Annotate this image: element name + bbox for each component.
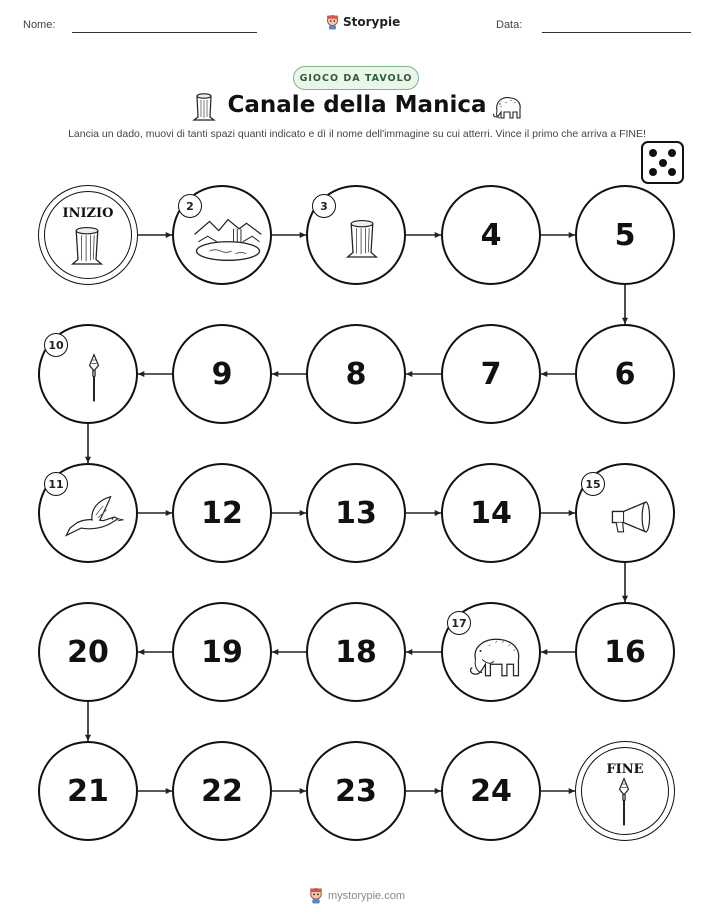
path-arrow [138, 649, 172, 655]
path-arrow [272, 232, 306, 238]
path-arrow [541, 649, 575, 655]
space-number: 9 [211, 356, 233, 392]
space-number: 16 [604, 634, 646, 670]
tree-stump-icon [344, 218, 380, 264]
path-arrow [272, 649, 306, 655]
spear-icon [85, 351, 103, 409]
seagull-icon [57, 493, 131, 545]
board-space-5 [575, 185, 675, 285]
dice-icon [641, 141, 684, 184]
path-arrow [85, 702, 91, 741]
board-space-23 [306, 741, 406, 841]
path-arrow [406, 371, 441, 377]
space-number: 12 [201, 495, 243, 531]
board-space-14 [441, 463, 541, 563]
path-arrow [541, 371, 575, 377]
path-arrow [138, 510, 172, 516]
worksheet-header [0, 0, 714, 50]
space-number-badge: 17 [447, 611, 471, 635]
board-space-24 [441, 741, 541, 841]
space-number: 23 [335, 773, 377, 809]
board-space-20 [38, 602, 138, 702]
board-space-4 [441, 185, 541, 285]
page-title: Canale della Manica [227, 92, 487, 118]
board-space-12 [172, 463, 272, 563]
board-space-21 [38, 741, 138, 841]
mammoth-icon [464, 631, 530, 685]
space-number: 22 [201, 773, 243, 809]
space-number-badge: 2 [178, 194, 202, 218]
mascot-icon [326, 15, 339, 30]
space-number: 19 [201, 634, 243, 670]
board-space-6 [575, 324, 675, 424]
path-arrow [406, 788, 441, 794]
path-arrow [406, 232, 441, 238]
name-label: Nome: [23, 19, 56, 31]
path-arrow [541, 788, 575, 794]
space-number: 4 [480, 217, 502, 253]
path-arrow [138, 371, 172, 377]
instructions-text: Lancia un dado, muovi di tanti spazi quanti indicato e dì il nome dell'immagine su cui atterri. Vince il primo che arriva a FINE! [68, 128, 646, 140]
path-arrow [138, 788, 172, 794]
board-space-9 [172, 324, 272, 424]
board-space-8 [306, 324, 406, 424]
spear-icon [615, 775, 633, 833]
space-number-badge: 10 [44, 333, 68, 357]
board-space-2 [172, 185, 272, 285]
board-space-18 [306, 602, 406, 702]
board-space-19 [172, 602, 272, 702]
mascot-icon [309, 888, 323, 904]
path-arrow [85, 424, 91, 463]
footer-url: mystorypie.com [327, 890, 406, 902]
mammoth-icon [491, 93, 525, 121]
board-space-fine [575, 741, 675, 841]
space-number: 20 [67, 634, 109, 670]
brand-logo [326, 12, 400, 32]
space-number: 13 [335, 495, 377, 531]
brand-name: Storypie [343, 15, 401, 29]
space-number: 5 [614, 217, 636, 253]
board-space-17 [441, 602, 541, 702]
waterfall-lake-icon [190, 214, 266, 268]
space-number: 18 [335, 634, 377, 670]
board-space-inizio [38, 185, 138, 285]
name-field-line[interactable] [72, 32, 257, 33]
space-number-badge: 15 [581, 472, 605, 496]
path-arrow [138, 232, 172, 238]
space-number: 24 [470, 773, 512, 809]
space-number: 6 [614, 356, 636, 392]
board-space-10 [38, 324, 138, 424]
path-arrow [406, 510, 441, 516]
board-space-22 [172, 741, 272, 841]
space-number: 8 [345, 356, 367, 392]
board-space-13 [306, 463, 406, 563]
path-arrow [272, 510, 306, 516]
date-label: Data: [496, 19, 523, 31]
space-number-badge: 3 [312, 194, 336, 218]
space-number: 21 [67, 773, 109, 809]
board-space-16 [575, 602, 675, 702]
space-label: FINE [606, 762, 644, 777]
path-arrow [272, 371, 306, 377]
path-arrow [541, 232, 575, 238]
board-space-15 [575, 463, 675, 563]
path-arrow [272, 788, 306, 794]
space-number: 7 [480, 356, 502, 392]
space-label: INIZIO [62, 206, 114, 221]
footer [0, 886, 714, 906]
board-space-11 [38, 463, 138, 563]
board-space-3 [306, 185, 406, 285]
tree-stump-icon [69, 225, 105, 271]
path-arrow [541, 510, 575, 516]
path-arrow [406, 649, 441, 655]
megaphone-icon [605, 498, 657, 540]
path-arrow [622, 563, 628, 602]
path-arrow [622, 285, 628, 324]
space-number: 14 [470, 495, 512, 531]
date-field-line[interactable] [542, 32, 691, 33]
space-number-badge: 11 [44, 472, 68, 496]
category-badge: GIOCO DA TAVOLO [293, 66, 419, 90]
board-space-7 [441, 324, 541, 424]
